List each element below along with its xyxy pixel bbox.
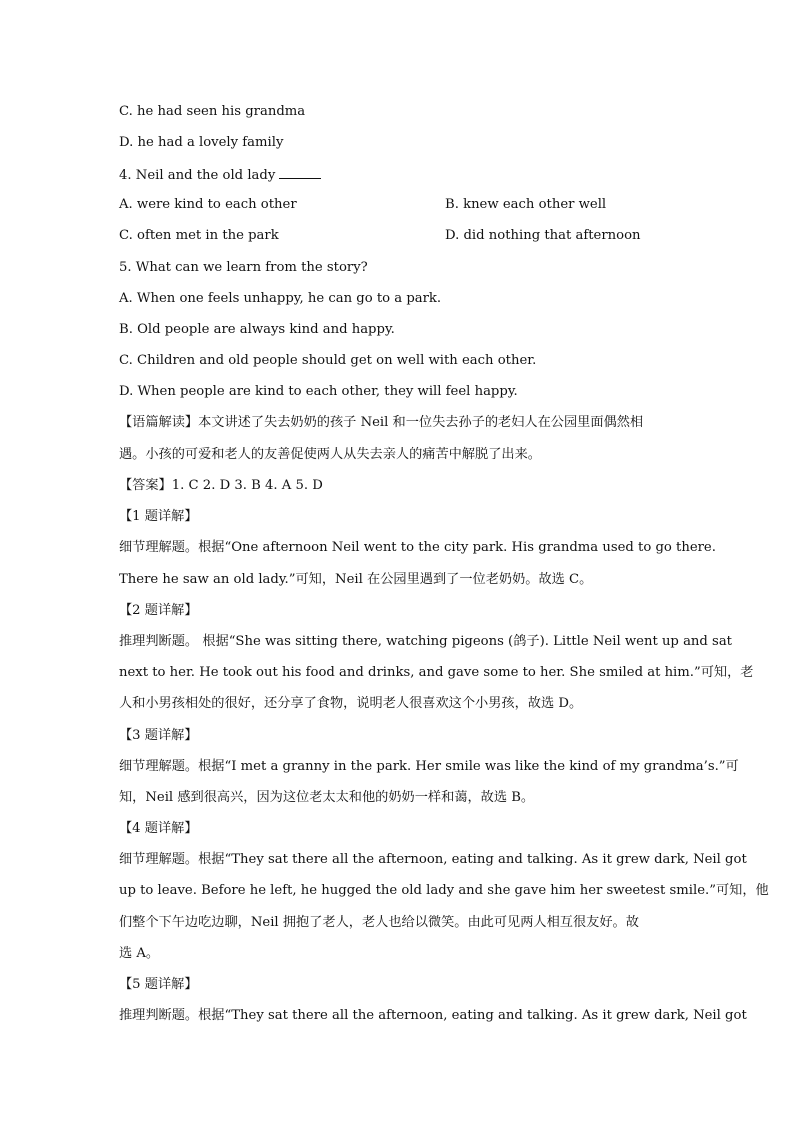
answer-key: 【答案】1. C 2. D 3. B 4. A 5. D [119, 478, 323, 493]
q4-option-a: A. were kind to each other [119, 197, 297, 212]
q4-option-c: C. often met in the park [119, 228, 279, 243]
q4-explanation-line: 细节理解题。根据“They sat there all the afternoon, eating and talking. As it grew dark, Neil got [119, 852, 747, 867]
q2-explanation-line: 人和小男孩相处的很好，还分享了食物，说明老人很喜欢这个小男孩，故选 D。 [119, 696, 583, 711]
q5-stem: 5. What can we learn from the story? [119, 260, 368, 275]
passage-analysis-line-1: 【语篇解读】本文讲述了失去奶奶的孩子 Neil 和一位失去孙子的老妇人在公园里面偶然相 [119, 415, 644, 430]
q4-explanation-line: 们整个下午边吃边聊，Neil 拥抱了老人，老人也给以微笑。由此可见两人相互很友好。故 [119, 915, 639, 930]
q5-explanation-line: 推理判断题。根据“They sat there all the afternoon, eating and talking. As it grew dark, Neil got [119, 1008, 747, 1023]
q2-explanation-line: next to her. He took out his food and drinks, and gave some to her. She smiled at him.”可知，老 [119, 665, 754, 680]
q4-stem: 4. Neil and the old lady [119, 168, 276, 183]
passage-analysis-line-2: 遇。小孩的可爱和老人的友善促使两人从失去亲人的痛苦中解脱了出来。 [119, 447, 541, 462]
q5-option-a: A. When one feels unhappy, he can go to a park. [119, 291, 442, 306]
q2-explanation-line: 推理判断题。 根据“She was sitting there, watching pigeons (鸽子). Little Neil went up and sat [119, 634, 732, 649]
q3-option-c: C. he had seen his grandma [119, 104, 306, 119]
q4-option-b: B. knew each other well [445, 197, 607, 212]
q1-explanation-line: There he saw an old lady.”可知，Neil 在公园里遇到了一位老奶奶。故选 C。 [119, 572, 593, 587]
q1-heading: 【1 题详解】 [119, 509, 198, 524]
q5-option-d: D. When people are kind to each other, they will feel happy. [119, 384, 518, 399]
q5-option-c: C. Children and old people should get on well with each other. [119, 353, 537, 368]
q3-option-d: D. he had a lovely family [119, 135, 284, 150]
q3-explanation-line: 细节理解题。根据“I met a granny in the park. Her smile was like the kind of my grandma’s.”可 [119, 759, 739, 774]
q3-explanation-line: 知，Neil 感到很高兴，因为这位老太太和他的奶奶一样和蔼，故选 B。 [119, 790, 535, 805]
q2-heading: 【2 题详解】 [119, 603, 198, 618]
q4-explanation-line: up to leave. Before he left, he hugged the old lady and she gave him her sweetest smile.”可知，他 [119, 883, 769, 898]
q4-stem-row [119, 166, 321, 184]
q4-explanation-line: 选 A。 [119, 946, 160, 961]
answer-blank [279, 166, 321, 179]
q4-heading: 【4 题详解】 [119, 821, 198, 836]
q3-heading: 【3 题详解】 [119, 728, 198, 743]
q5-heading: 【5 题详解】 [119, 977, 198, 992]
q4-option-d: D. did nothing that afternoon [445, 228, 641, 243]
q1-explanation-line: 细节理解题。根据“One afternoon Neil went to the city park. His grandma used to go there. [119, 540, 716, 555]
q5-option-b: B. Old people are always kind and happy. [119, 322, 395, 337]
